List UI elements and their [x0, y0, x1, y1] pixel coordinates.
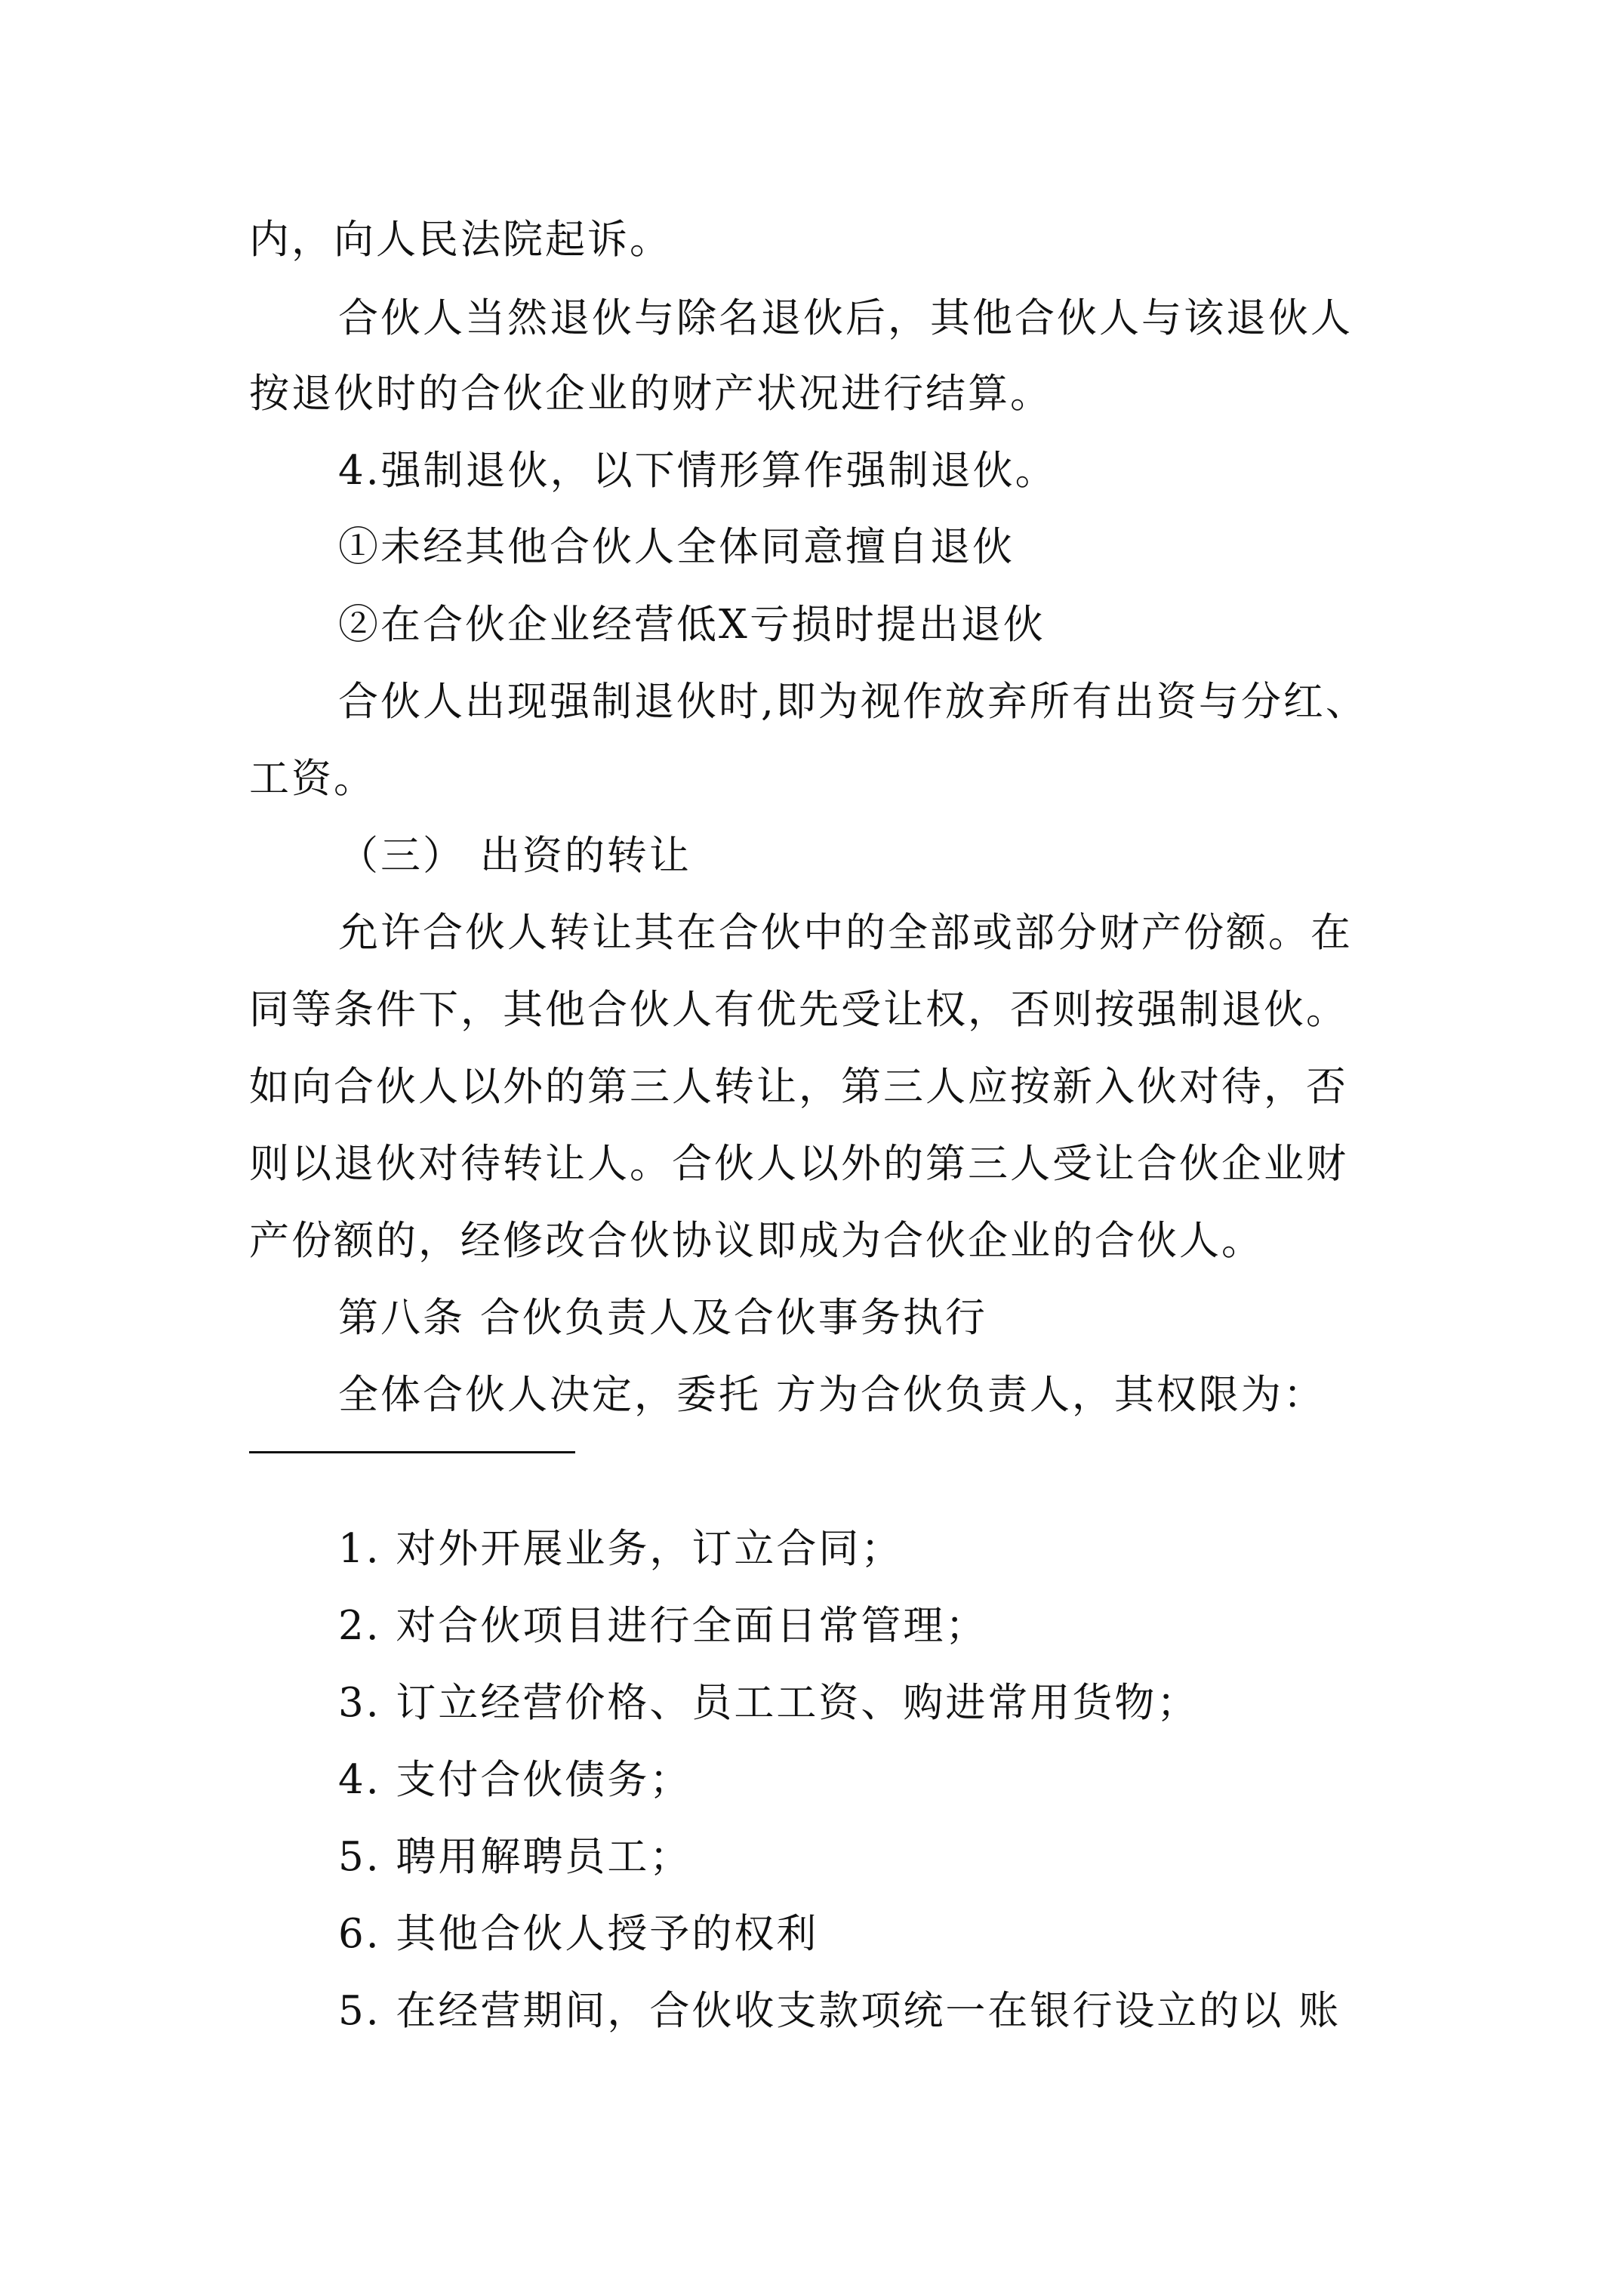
paragraph-line-8: 工资。	[249, 756, 376, 802]
paragraph-line-2: 合伙人当然退伙与除名退伙后，其他合伙人与该退伙人	[338, 295, 1353, 341]
paragraph-line-10: 允许合伙人转让其在合伙中的全部或部分财产份额。在	[338, 910, 1353, 956]
list-item: 6. 其他合伙人授予的权利	[338, 1911, 819, 1957]
paragraph-line-13: 则以退伙对待转让人。合伙人以外的第三人受让合伙企业财	[249, 1141, 1348, 1187]
paragraph-line-7: 合伙人出现强制退伙时,即为视作放弃所有出资与分红、	[338, 679, 1368, 725]
paragraph-line-5: ①未经其他合伙人全体同意擅自退伙	[338, 524, 1015, 570]
paragraph-line-14: 产份额的，经修改合伙协议即成为合伙企业的合伙人。	[249, 1218, 1264, 1264]
footnote-separator	[249, 1451, 575, 1453]
paragraph-line-4: 4.强制退伙，以下情形算作强制退伙。	[338, 448, 1058, 494]
section-heading: （三） 出资的转让	[338, 833, 691, 879]
paragraph-line-1: 内，向人民法院起诉。	[249, 217, 672, 263]
paragraph-line-3: 按退伙时的合伙企业的财产状况进行结算。	[249, 371, 1052, 417]
list-item: 5. 聘用解聘员工；	[338, 1834, 692, 1880]
list-item: 1. 对外开展业务，订立合同；	[338, 1526, 904, 1572]
article-heading: 第八条 合伙负责人及合伙事务执行	[338, 1295, 987, 1341]
paragraph-line-11: 同等条件下，其他合伙人有优先受让权，否则按强制退伙。	[249, 987, 1348, 1033]
list-item: 2. 对合伙项目进行全面日常管理；	[338, 1603, 988, 1649]
list-item: 5. 在经营期间，合伙收支款项统一在银行设立的以 账	[338, 1988, 1341, 2034]
list-item: 4. 支付合伙债务；	[338, 1757, 692, 1803]
paragraph-line-16: 全体合伙人决定，委托 方为合伙负责人，其权限为：	[338, 1372, 1326, 1418]
paragraph-line-12: 如向合伙人以外的第三人转让，第三人应按新入伙对待，否	[249, 1064, 1348, 1110]
list-item: 3. 订立经营价格、员工工资、购进常用货物；	[338, 1680, 1200, 1726]
paragraph-line-6: ②在合伙企业经营低X亏损时提出退伙	[338, 602, 1046, 648]
